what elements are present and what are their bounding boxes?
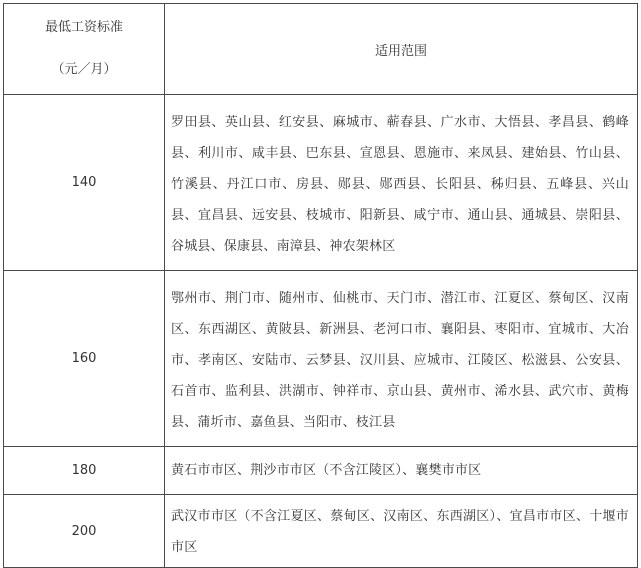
areas-cell: 鄂州市、荆门市、随州市、仙桃市、天门市、潜江市、江夏区、蔡甸区、汉南区、东西湖区、黄陂县、新洲县、老河口市、襄阳县、枣阳市、宜城市、大冶市、孝南区、安陆市、云梦县、汉川县、应城市、江陵区、松滋县、公安县、石首市、监利县、洪湖市、钟祥市、京山县、黄州市、浠水县、武穴市、黄梅县、蒲圻市、嘉鱼县、当阳市、枝江县	[165, 271, 638, 447]
amount-cell: 140	[4, 95, 165, 271]
unit-label: （元／月）	[51, 62, 117, 77]
table-row	[4, 95, 638, 271]
minimum-wage-table	[3, 3, 638, 568]
table-header-row	[4, 4, 638, 95]
standard-label: 最低工资标准	[44, 20, 123, 35]
amount-cell: 200	[4, 495, 165, 568]
table-row	[4, 495, 638, 568]
areas-cell: 罗田县、英山县、红安县、麻城市、蕲春县、广水市、大悟县、孝昌县、鹤峰县、利川市、咸丰县、巴东县、宣恩县、恩施市、来凤县、建始县、竹山县、竹溪县、丹江口市、房县、郧县、郧西县、长阳县、秭归县、五峰县、兴山县、宜昌县、远安县、枝城市、阳新县、咸宁市、通山县、通城县、崇阳县、谷城县、保康县、南漳县、神农架林区	[165, 95, 638, 271]
range-header-cell	[165, 4, 638, 95]
table-row	[4, 271, 638, 447]
amount-cell: 160	[4, 271, 165, 447]
areas-cell: 黄石市市区、荆沙市市区（不含江陵区）、襄樊市市区	[165, 447, 638, 495]
standard-header-cell	[4, 4, 165, 95]
areas-cell: 武汉市市区（不含江夏区、蔡甸区、汉南区、东西湖区）、宜昌市市区、十堰市市区	[165, 495, 638, 568]
range-label: 适用范围	[374, 43, 427, 59]
table-row	[4, 447, 638, 495]
amount-cell: 180	[4, 447, 165, 495]
